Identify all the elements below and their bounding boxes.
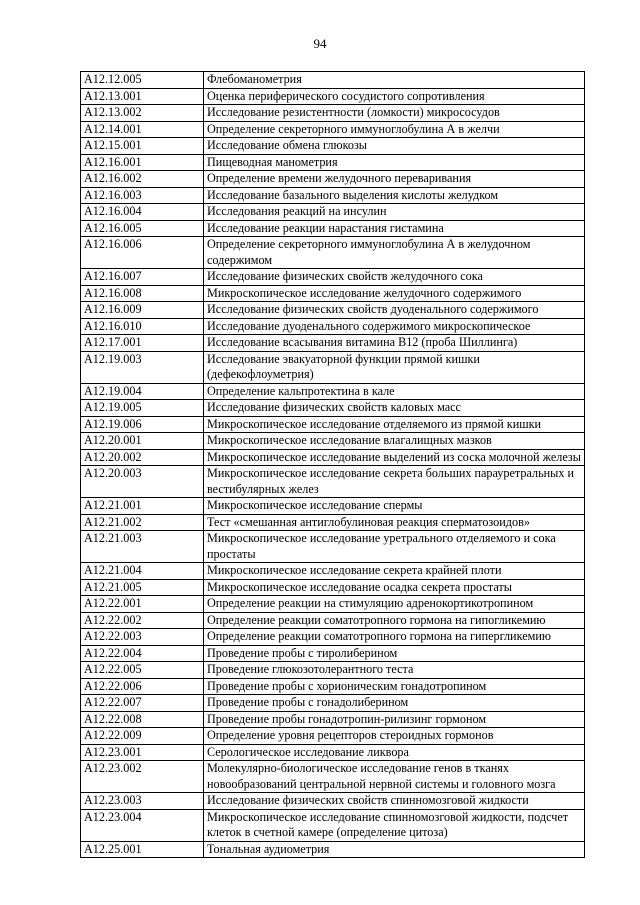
service-name-cell: Флебоманометрия — [204, 72, 585, 89]
table-row — [81, 204, 585, 221]
table-row — [81, 383, 585, 400]
service-code-cell: A12.19.005 — [81, 400, 204, 417]
service-code-cell: A12.22.006 — [81, 678, 204, 695]
table-row — [81, 841, 585, 858]
table-row — [81, 711, 585, 728]
service-name-cell: Микроскопическое исследование желудочного содержимого — [204, 285, 585, 302]
service-name-cell: Определение реакции соматотропного гормона на гипергликемию — [204, 629, 585, 646]
service-name-cell: Тональная аудиометрия — [204, 841, 585, 858]
table-row — [81, 596, 585, 613]
page-number: 94 — [313, 36, 327, 51]
table-row — [81, 695, 585, 712]
service-code-cell: A12.16.005 — [81, 220, 204, 237]
table-row — [81, 171, 585, 188]
service-name-cell: Молекулярно-биологическое исследование генов в тканях новообразований центральной нервной системы и головного мозга — [204, 761, 585, 793]
service-name-cell: Исследование резистентности (ломкости) микрососудов — [204, 105, 585, 122]
service-name-cell: Определение реакции на стимуляцию адренокортикотропином — [204, 596, 585, 613]
service-code-cell: A12.20.002 — [81, 449, 204, 466]
table-row — [81, 466, 585, 498]
table-row — [81, 678, 585, 695]
table-row — [81, 793, 585, 810]
table-row — [81, 220, 585, 237]
service-code-cell: A12.20.003 — [81, 466, 204, 498]
table-row — [81, 645, 585, 662]
service-name-cell: Микроскопическое исследование отделяемого из прямой кишки — [204, 416, 585, 433]
service-code-cell: A12.23.001 — [81, 744, 204, 761]
service-code-cell: A12.22.008 — [81, 711, 204, 728]
service-name-cell: Исследование базального выделения кислоты желудком — [204, 187, 585, 204]
service-code-cell: A12.21.005 — [81, 579, 204, 596]
table-row — [81, 187, 585, 204]
table-row — [81, 449, 585, 466]
service-name-cell: Исследование обмена глюкозы — [204, 138, 585, 155]
service-code-cell: A12.23.004 — [81, 809, 204, 841]
service-code-cell: A12.21.004 — [81, 563, 204, 580]
service-code-cell: A12.13.001 — [81, 88, 204, 105]
table-row — [81, 72, 585, 89]
table-row — [81, 105, 585, 122]
table-row — [81, 351, 585, 383]
table-row — [81, 400, 585, 417]
table-row — [81, 662, 585, 679]
table-row — [81, 579, 585, 596]
service-code-cell: A12.22.005 — [81, 662, 204, 679]
service-name-cell: Определение уровня рецепторов стероидных гормонов — [204, 728, 585, 745]
service-name-cell: Проведение пробы с хорионическим гонадотропином — [204, 678, 585, 695]
service-name-cell: Проведение пробы с гонадолиберином — [204, 695, 585, 712]
service-code-cell: A12.21.002 — [81, 514, 204, 531]
service-name-cell: Исследование эвакуаторной функции прямой кишки (дефекофлоуметрия) — [204, 351, 585, 383]
table-row — [81, 498, 585, 515]
table-row — [81, 514, 585, 531]
service-code-cell: A12.22.009 — [81, 728, 204, 745]
service-name-cell: Тест «смешанная антиглобулиновая реакция сперматозоидов» — [204, 514, 585, 531]
table-row — [81, 121, 585, 138]
service-name-cell: Микроскопическое исследование спинномозговой жидкости, подсчет клеток в счетной камере (определение цитоза) — [204, 809, 585, 841]
service-code-cell: A12.22.004 — [81, 645, 204, 662]
table-row — [81, 138, 585, 155]
table-row — [81, 335, 585, 352]
service-code-cell: A12.16.002 — [81, 171, 204, 188]
service-code-cell: A12.12.005 — [81, 72, 204, 89]
table-row — [81, 318, 585, 335]
service-name-cell: Определение секреторного иммуноглобулина А в желчи — [204, 121, 585, 138]
table-row — [81, 154, 585, 171]
service-name-cell: Микроскопическое исследование выделений из соска молочной железы — [204, 449, 585, 466]
service-name-cell: Проведение глюкозотолерантного теста — [204, 662, 585, 679]
service-name-cell: Микроскопическое исследование спермы — [204, 498, 585, 515]
table-row — [81, 237, 585, 269]
service-name-cell: Микроскопическое исследование секрета крайней плоти — [204, 563, 585, 580]
table-row — [81, 88, 585, 105]
service-name-cell: Исследование физических свойств желудочного сока — [204, 269, 585, 286]
service-code-cell: A12.19.003 — [81, 351, 204, 383]
table-row — [81, 285, 585, 302]
service-code-cell: A12.19.006 — [81, 416, 204, 433]
service-code-cell: A12.22.002 — [81, 612, 204, 629]
service-code-cell: A12.16.008 — [81, 285, 204, 302]
service-code-cell: A12.19.004 — [81, 383, 204, 400]
service-name-cell: Микроскопическое исследование влагалищных мазков — [204, 433, 585, 450]
service-code-cell: A12.20.001 — [81, 433, 204, 450]
service-name-cell: Определение реакции соматотропного гормона на гипогликемию — [204, 612, 585, 629]
table-row — [81, 563, 585, 580]
service-code-cell: A12.16.004 — [81, 204, 204, 221]
service-name-cell: Определение времени желудочного переваривания — [204, 171, 585, 188]
service-name-cell: Исследование физических свойств спинномозговой жидкости — [204, 793, 585, 810]
service-code-cell: A12.16.001 — [81, 154, 204, 171]
service-name-cell: Исследование физических свойств каловых масс — [204, 400, 585, 417]
service-name-cell: Микроскопическое исследование осадка секрета простаты — [204, 579, 585, 596]
service-code-cell: A12.13.002 — [81, 105, 204, 122]
service-code-cell: A12.16.010 — [81, 318, 204, 335]
table-row — [81, 629, 585, 646]
service-code-cell: A12.16.009 — [81, 302, 204, 319]
service-code-cell: A12.23.002 — [81, 761, 204, 793]
service-name-cell: Серологическое исследование ликвора — [204, 744, 585, 761]
service-code-cell: A12.22.003 — [81, 629, 204, 646]
service-name-cell: Оценка периферического сосудистого сопротивления — [204, 88, 585, 105]
service-code-cell: A12.22.001 — [81, 596, 204, 613]
service-name-cell: Проведение пробы гонадотропин-рилизинг гормоном — [204, 711, 585, 728]
service-name-cell: Проведение пробы с тиролиберином — [204, 645, 585, 662]
table-row — [81, 728, 585, 745]
table-row — [81, 809, 585, 841]
table-row — [81, 612, 585, 629]
service-name-cell: Исследование дуоденального содержимого микроскопическое — [204, 318, 585, 335]
table-row — [81, 531, 585, 563]
service-code-cell: A12.17.001 — [81, 335, 204, 352]
service-code-cell: A12.14.001 — [81, 121, 204, 138]
service-code-cell: A12.16.003 — [81, 187, 204, 204]
service-name-cell: Микроскопическое исследование секрета больших парауретральных и вестибулярных желез — [204, 466, 585, 498]
service-code-cell: A12.15.001 — [81, 138, 204, 155]
service-name-cell: Исследование всасывания витамина В12 (проба Шиллинга) — [204, 335, 585, 352]
table-row — [81, 761, 585, 793]
table-row — [81, 302, 585, 319]
service-code-cell: A12.23.003 — [81, 793, 204, 810]
services-table-body — [81, 72, 585, 858]
service-name-cell: Исследование физических свойств дуоденального содержимого — [204, 302, 585, 319]
table-row — [81, 433, 585, 450]
table-row — [81, 269, 585, 286]
service-name-cell: Микроскопическое исследование уретрального отделяемого и сока простаты — [204, 531, 585, 563]
service-name-cell: Исследование реакции нарастания гистамина — [204, 220, 585, 237]
services-table — [80, 71, 585, 858]
service-code-cell: A12.21.001 — [81, 498, 204, 515]
service-name-cell: Исследования реакций на инсулин — [204, 204, 585, 221]
service-code-cell: A12.25.001 — [81, 841, 204, 858]
service-code-cell: A12.16.007 — [81, 269, 204, 286]
service-name-cell: Определение секреторного иммуноглобулина А в желудочном содержимом — [204, 237, 585, 269]
service-code-cell: A12.16.006 — [81, 237, 204, 269]
service-code-cell: A12.22.007 — [81, 695, 204, 712]
table-row — [81, 416, 585, 433]
service-name-cell: Пищеводная манометрия — [204, 154, 585, 171]
table-row — [81, 744, 585, 761]
service-name-cell: Определение кальпротектина в кале — [204, 383, 585, 400]
service-code-cell: A12.21.003 — [81, 531, 204, 563]
